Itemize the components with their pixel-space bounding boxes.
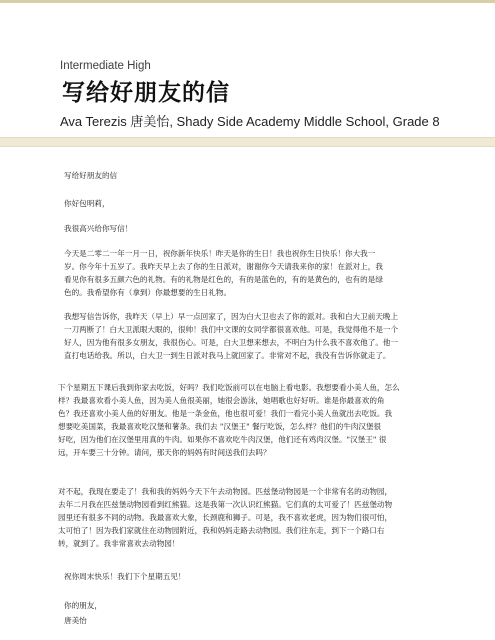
page-title: 写给好朋友的信 <box>62 79 230 106</box>
header-divider <box>0 137 495 147</box>
paragraph-line: 岁。你今年十五岁了。我昨天早上去了你的生日派对，谢谢你今天请我来你的家！在派对上，我 <box>64 262 383 271</box>
paragraph-line: 色？我还喜欢小美人鱼的好朋友。他是一条金鱼，他也很可爱！我们一看完小美人鱼就出去吃饭。我 <box>58 409 393 418</box>
paragraph-line: 看见你有很多五颜六色的礼物。有的礼物是红色的，有的是蓝色的，有的是黄色的，也有的是绿 <box>64 275 383 284</box>
paragraph-line: 园里还有很多不同的动物。我最喜欢大象，长颈鹿和狮子。可是，我不喜欢老虎，因为物们很可怕， <box>58 513 393 522</box>
paragraph-line: 对不起，我现在要走了！我和我的妈妈今天下午去动物园。匹兹堡动物园是一个非常有名的动物园， <box>58 487 393 496</box>
paragraph-line: 去年二月我在匹兹堡动物园看到红熊猫。这是我第一次认识红熊猫。它们真的太可爱了！匹兹堡动物 <box>58 500 393 509</box>
paragraph-line: 想要吃美国菜，我最喜欢吃汉堡和薯条。我们去 "汉堡王" 餐厅吃饭，怎么样？他们的牛肉汉堡很 <box>58 422 382 431</box>
paragraph-line: 色的。我希望你有（拿到）你最想要的生日礼物。 <box>64 288 232 297</box>
top-accent-line <box>0 0 495 3</box>
letter-signature: 唐美怡 <box>64 616 87 625</box>
paragraph-line: 直打电话给我。所以，白大卫一到生日派对我马上就回家了。非常对不起，我没有告诉你就走了。 <box>64 351 391 360</box>
letter-heading: 写给好朋友的信 <box>64 171 118 180</box>
paragraph-line: 远，开车要三十分钟。请问，那天你的妈妈有时间送我们去吗？ <box>58 448 271 457</box>
paragraph-line: 一刀两断了！白大卫派眼大眼的，很帅！我们中文课的女同学都很喜欢他。可是，我觉得他不是一个 <box>64 325 399 334</box>
paragraph-line: 转，就到了。我非常喜欢去动物园！ <box>58 539 180 548</box>
letter-wish: 祝你周末快乐！我们下个星期五见！ <box>64 572 186 581</box>
proficiency-level: Intermediate High <box>60 60 151 72</box>
letter-closing: 你的朋友， <box>64 601 102 610</box>
paragraph-line: 太可怕了！因为我们家就住在动物园附近，我和妈妈走路去动物园。我们往东走，到下一个路口右 <box>58 526 385 535</box>
paragraph-line: 样？我最喜欢看小美人鱼，因为美人鱼很美丽，她很会游泳，她唱歌也好好听。谁是你最喜欢的角 <box>58 396 385 405</box>
paragraph-line: 好吃，因为他们在汉堡里用真的牛肉。如果你不喜欢吃牛肉汉堡，他们还有鸡肉汉堡。"汉堡王" 很 <box>58 435 387 444</box>
letter-greeting: 你好包明莉， <box>64 199 110 208</box>
letter-opening: 我很高兴给你写信！ <box>64 224 133 233</box>
paragraph-line: 今天是二零二一年一月一日，祝你新年快乐！昨天是你的生日！我也祝你生日快乐！你大我一 <box>64 249 376 258</box>
paragraph-line: 下个星期五下课后我到你家去吃饭，好吗？我们吃饭前可以在电脑上看电影。我想要看小美人鱼，怎么 <box>58 383 400 392</box>
author-byline: Ava Terezis 唐美怡, Shady Side Academy Middle School, Grade 8 <box>60 114 440 129</box>
paragraph-line: 我想写信告诉你，我昨天（早上）早一点回家了，因为白大卫也去了你的派对。我和白大卫前天晚上 <box>64 312 399 321</box>
paragraph-line: 好人，因为他有很多女朋友，我很伤心。可是，白大卫想来想去，不明白为什么我不喜欢他了。他一 <box>64 338 399 347</box>
